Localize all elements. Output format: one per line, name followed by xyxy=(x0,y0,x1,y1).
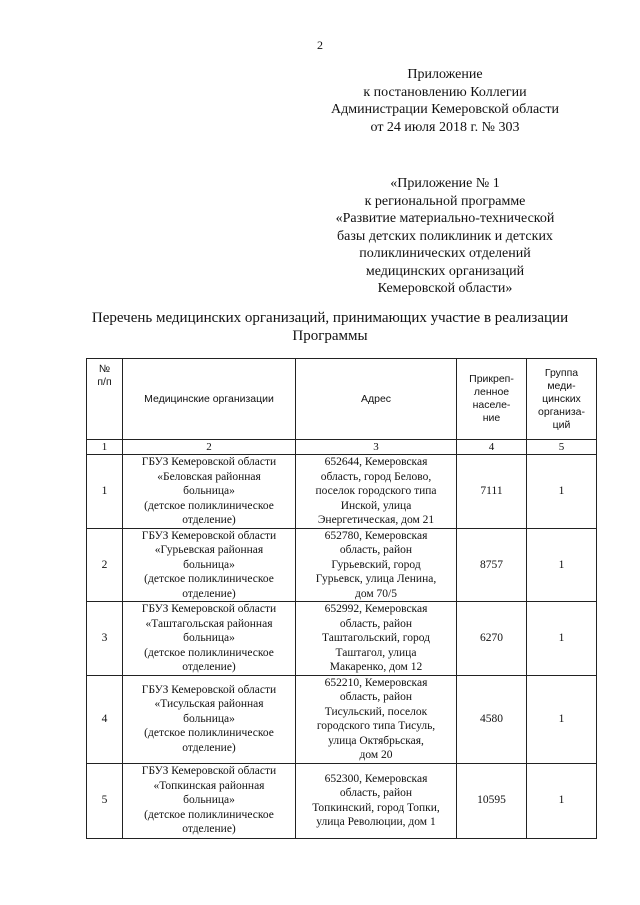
header-num: № п/п xyxy=(87,359,123,440)
page-number: 2 xyxy=(317,38,323,52)
row-population: 7111 xyxy=(457,455,527,529)
program-header-line: «Приложение № 1 xyxy=(390,176,500,191)
program-header xyxy=(315,175,575,298)
program-header-line: медицинских организаций xyxy=(365,263,525,279)
table-row xyxy=(87,763,597,838)
row-address: 652210, Кемеровская область, район Тисульский, поселок городского типа Тисуль, улица Октябрьская, дом 20 xyxy=(296,675,457,763)
program-header-line: к региональной программе xyxy=(364,193,526,209)
appendix-header-line: к постановлению Коллегии xyxy=(363,84,527,100)
column-number: 5 xyxy=(527,440,597,455)
organizations-table xyxy=(86,358,597,839)
column-number: 4 xyxy=(457,440,527,455)
table-header-row xyxy=(87,359,597,440)
row-population: 10595 xyxy=(457,763,527,838)
row-num: 2 xyxy=(87,528,123,602)
row-group: 1 xyxy=(527,763,597,838)
header-population: Прикреп- ленное населе- ние xyxy=(457,359,527,440)
header-address: Адрес xyxy=(296,359,457,440)
row-address: 652780, Кемеровская область, район Гурьевский, город Гурьевск, улица Ленина, дом 70/5 xyxy=(296,528,457,602)
row-org: ГБУЗ Кемеровской области «Беловская районная больница» (детское поликлиническое отделение) xyxy=(123,455,296,529)
table-row xyxy=(87,528,597,602)
row-group: 1 xyxy=(527,455,597,529)
program-header-line: базы детских поликлиник и детских xyxy=(337,228,553,244)
row-org: ГБУЗ Кемеровской области «Топкинская районная больница» (детское поликлиническое отделение) xyxy=(123,763,296,838)
header-org: Медицинские организации xyxy=(123,359,296,440)
program-header-line: «Развитие материально-технической xyxy=(335,211,555,226)
appendix-header-line: от 24 июля 2018 г. № 303 xyxy=(370,119,520,135)
row-org: ГБУЗ Кемеровской области «Гурьевская районная больница» (детское поликлиническое отделение) xyxy=(123,528,296,602)
column-number: 1 xyxy=(87,440,123,455)
row-group: 1 xyxy=(527,602,597,676)
program-header-line: поликлинических отделений xyxy=(359,246,531,261)
table-row xyxy=(87,602,597,676)
row-address: 652992, Кемеровская область, район Таштагольский, город Таштагол, улица Макаренко, дом 12 xyxy=(296,602,457,676)
row-group: 1 xyxy=(527,528,597,602)
column-number: 3 xyxy=(296,440,457,455)
document-title-line: Программы xyxy=(292,328,368,344)
row-address: 652300, Кемеровская область, район Топкинский, город Топки, улица Революции, дом 1 xyxy=(296,763,457,838)
appendix-header xyxy=(310,66,580,136)
row-population: 6270 xyxy=(457,602,527,676)
program-header-line: Кемеровской области» xyxy=(377,281,513,296)
appendix-header-line: Администрации Кемеровской области xyxy=(331,102,559,117)
column-number: 2 xyxy=(123,440,296,455)
appendix-header-line: Приложение xyxy=(407,67,483,82)
row-num: 1 xyxy=(87,455,123,529)
row-org: ГБУЗ Кемеровской области «Тисульская районная больница» (детское поликлиническое отделение) xyxy=(123,675,296,763)
column-number-row xyxy=(87,440,597,455)
document-title-line: Перечень медицинских организаций, принимающих участие в реализации xyxy=(91,310,569,326)
row-address: 652644, Кемеровская область, город Белово, поселок городского типа Инской, улица Энергетическая, дом 21 xyxy=(296,455,457,529)
row-population: 8757 xyxy=(457,528,527,602)
row-num: 5 xyxy=(87,763,123,838)
document-title xyxy=(60,309,600,345)
row-population: 4580 xyxy=(457,675,527,763)
row-group: 1 xyxy=(527,675,597,763)
table-row xyxy=(87,455,597,529)
table-row xyxy=(87,675,597,763)
row-org: ГБУЗ Кемеровской области «Таштагольская районная больница» (детское поликлиническое отделение) xyxy=(123,602,296,676)
row-num: 3 xyxy=(87,602,123,676)
row-num: 4 xyxy=(87,675,123,763)
header-group: Группа меди- цинских организа- ций xyxy=(527,359,597,440)
